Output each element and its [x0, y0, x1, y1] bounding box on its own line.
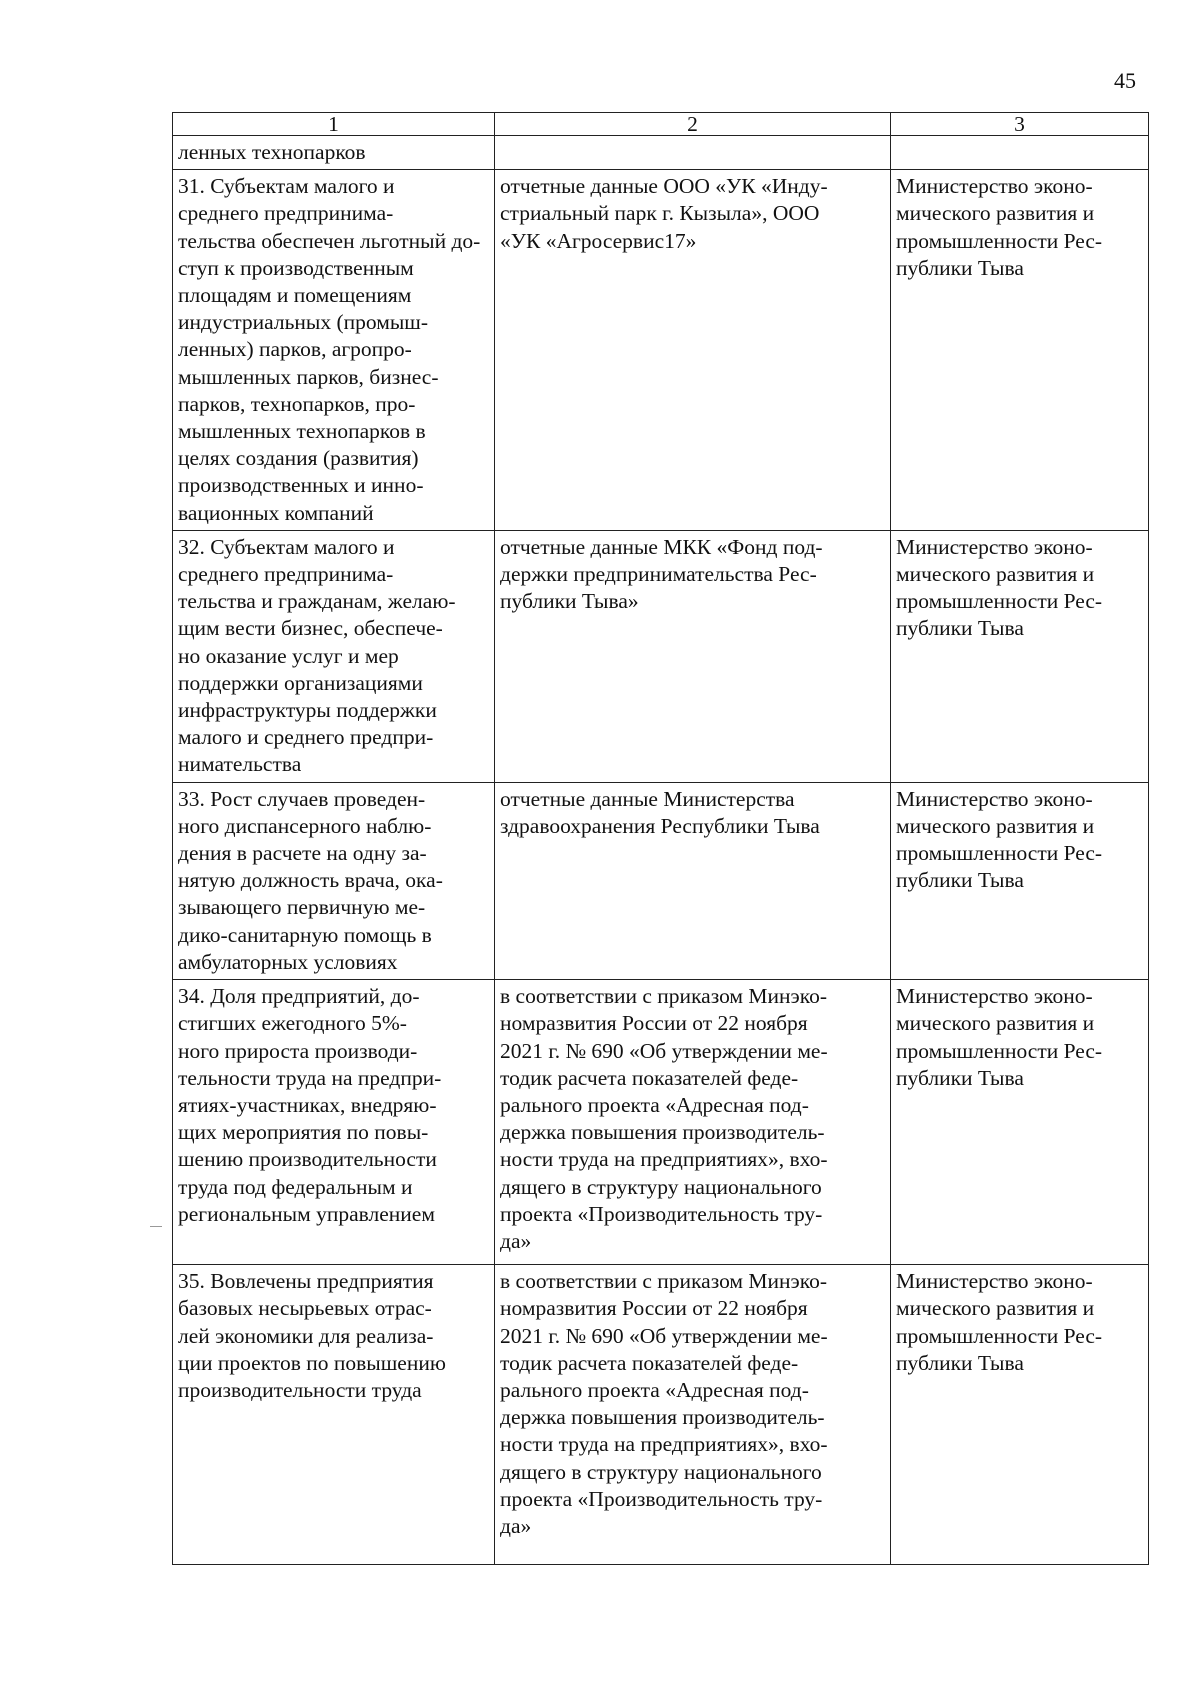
cell-source: отчетные данные ООО «УК «Инду- стриальный парк г. Кызыла», ООО «УК «Агросервис17»: [495, 170, 891, 531]
cell-responsible: Министерство эконо- мического развития и промышленности Рес- публики Тыва: [891, 170, 1149, 531]
cell-source: отчетные данные МКК «Фонд под- держки предпринимательства Рес- публики Тыва»: [495, 530, 891, 782]
page-number: 45: [1114, 68, 1136, 93]
column-header-2: 2: [495, 113, 891, 136]
table-row: [173, 1265, 1149, 1565]
cell-indicator: 33. Рост случаев проведен- ного диспансерного наблю- дения в расчете на одну за- нятую должность врача, ока- зывающего первичную ме- дико-санитарную помощь в амбулаторных условиях: [173, 782, 495, 979]
table-row: [173, 530, 1149, 782]
cell-responsible: [891, 136, 1149, 170]
cell-responsible: Министерство эконо- мического развития и промышленности Рес- публики Тыва: [891, 782, 1149, 979]
cell-responsible: Министерство эконо- мического развития и промышленности Рес- публики Тыва: [891, 1265, 1149, 1565]
cell-indicator: ленных технопарков: [173, 136, 495, 170]
cell-indicator: 32. Субъектам малого и среднего предпринима- тельства и гражданам, желаю- щим вести бизнес, обеспече- но оказание услуг и мер поддержки организациями инфраструктуры поддержки малого и среднего предпри- нимательства: [173, 530, 495, 782]
table-row: [173, 782, 1149, 979]
scan-artifact: [150, 1226, 162, 1227]
indicator-table: [172, 112, 1149, 1565]
cell-source: [495, 136, 891, 170]
table-row: [173, 980, 1149, 1265]
cell-indicator: 34. Доля предприятий, до- стигших ежегодного 5%- ного прироста производи- тельности труда на предпри- ятиях-участниках, внедряю- щих мероприятия по повы- шению производительности труда под федеральным и региональным управлением: [173, 980, 495, 1265]
cell-source: отчетные данные Министерства здравоохранения Республики Тыва: [495, 782, 891, 979]
continuation-row: [173, 136, 1149, 170]
cell-responsible: Министерство эконо- мического развития и промышленности Рес- публики Тыва: [891, 530, 1149, 782]
cell-indicator: 31. Субъектам малого и среднего предпринима- тельства обеспечен льготный до- ступ к производственным площадям и помещениям индустриальных (промыш- ленных) парков, агропро- мышленных парков, бизнес- парков, технопарков, про- мышленных технопарков в целях создания (развития) производственных и инно- вационных компаний: [173, 170, 495, 531]
column-header-1: 1: [173, 113, 495, 136]
cell-source: в соответствии с приказом Минэко- номразвития России от 22 ноября 2021 г. № 690 «Об утверждении ме- тодик расчета показателей феде- рального проекта «Адресная под- держка повышения производитель- ности труда на предприятиях», вхо- дящего в структуру национального проекта «Производительность тру- да»: [495, 980, 891, 1265]
table-row: [173, 170, 1149, 531]
header-row: [173, 113, 1149, 136]
cell-source: в соответствии с приказом Минэко- номразвития России от 22 ноября 2021 г. № 690 «Об утверждении ме- тодик расчета показателей феде- рального проекта «Адресная под- держка повышения производитель- ности труда на предприятиях», вхо- дящего в структуру национального проекта «Производительность тру- да»: [495, 1265, 891, 1565]
cell-indicator: 35. Вовлечены предприятия базовых несырьевых отрас- лей экономики для реализа- ции проектов по повышению производительности труда: [173, 1265, 495, 1565]
cell-responsible: Министерство эконо- мического развития и промышленности Рес- публики Тыва: [891, 980, 1149, 1265]
column-header-3: 3: [891, 113, 1149, 136]
